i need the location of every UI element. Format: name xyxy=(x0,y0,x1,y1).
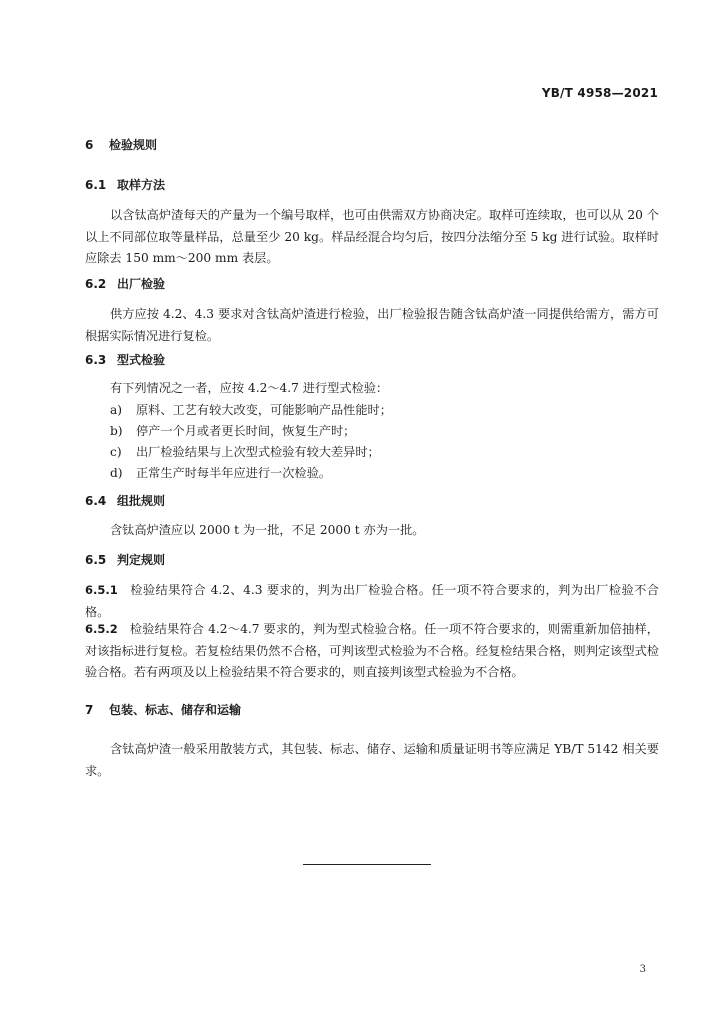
batch-rule-paragraph: 含钛高炉渣应以 2000 t 为一批，不足 2000 t 亦为一批。 xyxy=(110,523,425,537)
section-number: 6 xyxy=(85,138,94,152)
list-marker: d) xyxy=(110,466,123,480)
list-item-text: 出厂检验结果与上次型式检验有较大差异时； xyxy=(136,445,380,459)
list-item-text: 原料、工艺有较大改变，可能影响产品性能时； xyxy=(136,403,392,417)
section-title: 出厂检验 xyxy=(117,277,166,291)
section-title: 组批规则 xyxy=(117,494,166,508)
section-6-1-heading xyxy=(85,177,165,193)
section-number: 7 xyxy=(85,703,94,717)
section-6-heading xyxy=(85,137,157,153)
type-inspection-intro: 有下列情况之一者，应按 4.2～4.7 进行型式检验： xyxy=(110,381,389,395)
section-6-2-heading xyxy=(85,276,165,292)
section-number: 6.3 xyxy=(85,353,107,367)
standard-code-header: YB/T 4958—2021 xyxy=(541,86,658,100)
list-item xyxy=(110,463,331,484)
list-marker: b) xyxy=(110,424,123,438)
section-title: 型式检验 xyxy=(117,353,166,367)
section-6-4-heading xyxy=(85,493,165,509)
list-item xyxy=(110,400,392,421)
section-number: 6.2 xyxy=(85,277,107,291)
list-item xyxy=(110,442,380,463)
section-6-3-heading xyxy=(85,352,165,368)
sampling-method-paragraph: 以含钛高炉渣每天的产量为一个编号取样，也可由供需双方协商决定。取样可连续取，也可以从 20 个以上不同部位取等量样品，总量至少 20 kg。样品经混合均匀后，按四分法缩分至 5 kg 进行试验。取样时应除去 150 mm～200 mm 表层。 xyxy=(85,208,659,265)
section-7-heading xyxy=(85,702,241,718)
clause-number: 6.5.1 xyxy=(85,583,118,597)
clause-6-5-1 xyxy=(85,580,659,623)
section-title: 取样方法 xyxy=(117,178,166,192)
page-number: 3 xyxy=(639,964,646,975)
list-item-text: 正常生产时每半年应进行一次检验。 xyxy=(136,466,331,480)
section-title: 判定规则 xyxy=(117,553,166,567)
clause-number: 6.5.2 xyxy=(85,622,118,636)
section-title: 包装、标志、储存和运输 xyxy=(109,703,242,717)
section-number: 6.1 xyxy=(85,178,107,192)
packaging-paragraph: 含钛高炉渣一般采用散装方式，其包装、标志、储存、运输和质量证明书等应满足 YB/T 5142 相关要求。 xyxy=(85,742,659,778)
clause-text: 检验结果符合 4.2、4.3 要求的，判为出厂检验合格。任一项不符合要求的，判为出厂检验不合格。 xyxy=(85,583,659,619)
list-marker: a) xyxy=(110,403,123,417)
factory-inspection-paragraph: 供方应按 4.2、4.3 要求对含钛高炉渣进行检验，出厂检验报告随含钛高炉渣一同提供给需方，需方可根据实际情况进行复检。 xyxy=(85,307,659,343)
section-number: 6.4 xyxy=(85,494,107,508)
section-number: 6.5 xyxy=(85,553,107,567)
list-item xyxy=(110,421,355,442)
clause-text: 检验结果符合 4.2～4.7 要求的，判为型式检验合格。任一项不符合要求的，则需重新加倍抽样，对该指标进行复检。若复检结果仍然不合格，可判该型式检验为不合格。经复检结果合格，则判定该型式检验合格。若有两项及以上检验结果不符合要求的，则直接判该型式检验为不合格。 xyxy=(85,622,659,679)
section-6-5-heading xyxy=(85,552,165,568)
end-of-document-rule xyxy=(303,864,431,865)
section-title: 检验规则 xyxy=(109,138,158,152)
list-marker: c) xyxy=(110,445,122,459)
clause-6-5-2 xyxy=(85,619,659,684)
list-item-text: 停产一个月或者更长时间，恢复生产时； xyxy=(136,424,356,438)
